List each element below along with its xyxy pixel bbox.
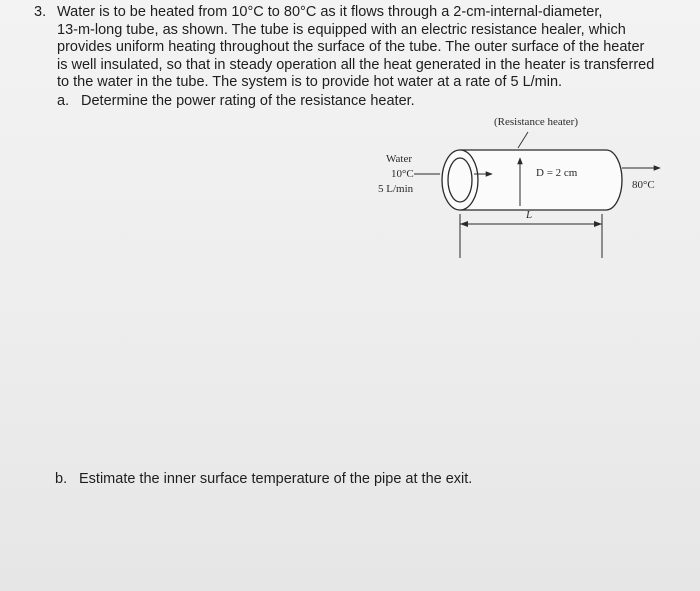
diameter-label: D = 2 cm [536,167,578,179]
part-b-label: b. [55,471,68,487]
heater-leader-line [518,132,528,148]
outlet-temp-label: 80°C [632,179,655,191]
question-number: 3. [34,4,47,20]
question-line: Water is to be heated from 10°C to 80°C as it flows through a 2-cm-internal-diameter, [57,4,603,20]
question-line: to the water in the tube. The system is to provide hot water at a rate of 5 L/min. [57,74,563,91]
length-arrow-right [594,221,602,227]
inlet-temp-label: 10°C [391,168,414,180]
part-a [57,93,415,109]
question-line: provides uniform heating throughout the surface of the tube. The outer surface of the heater [57,39,645,56]
tube-diagram [370,110,670,260]
question-text [57,4,697,92]
heater-label: (Resistance heater) [494,116,578,128]
part-b [55,471,472,487]
question-line: is well insulated, so that in steady operation all the heat generated in the heater is transferred [57,56,655,73]
part-a-text: Determine the power rating of the resistance heater. [81,93,415,109]
length-label: L [526,209,533,221]
length-arrow-left [460,221,468,227]
inlet-flow-label: 5 L/min [378,183,414,195]
part-b-text: Estimate the inner surface temperature of the pipe at the exit. [79,471,473,487]
part-a-label: a. [57,93,70,109]
tube-diagram-svg [370,110,670,260]
tube-body [460,150,622,210]
question-line: 13-m-long tube, as shown. The tube is equipped with an electric resistance healer, which [57,21,626,38]
tube-inlet-inner [448,158,472,202]
inlet-water-label: Water [386,153,412,165]
